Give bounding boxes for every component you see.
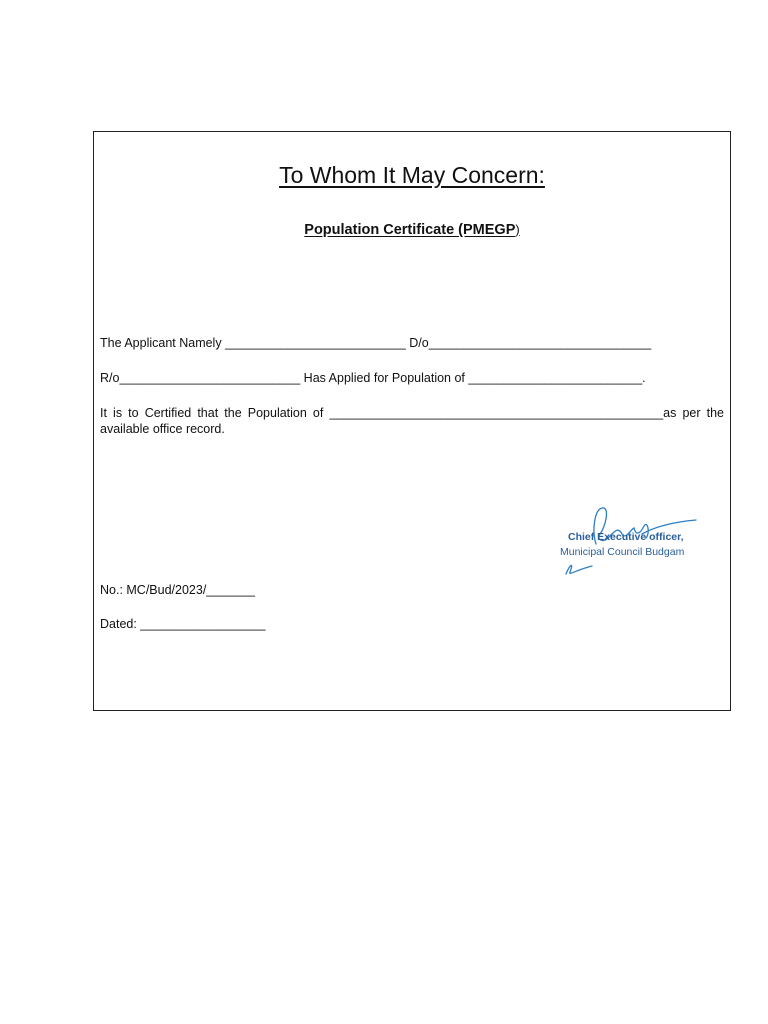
residence-line: R/o__________________________ Has Applied for Population of _________________________. [100, 371, 646, 385]
certification-paragraph: It is to Certified that the Population of ________________________________________________as per the available office record. [100, 406, 724, 436]
applicant-line: The Applicant Namely __________________________ D/o________________________________ [100, 336, 652, 350]
dated-line: Dated: __________________ [100, 617, 266, 631]
subheading [94, 222, 730, 238]
signature-title: Chief Executive officer, [568, 531, 684, 543]
subheading-close: ) [515, 222, 520, 237]
heading [94, 162, 730, 189]
signature-office: Municipal Council Budgam [560, 546, 685, 558]
initial-scribble [566, 565, 592, 574]
heading-text: To Whom It May Concern: [279, 162, 545, 188]
certificate-frame [93, 131, 731, 711]
subheading-text: Population Certificate (PMEGP [304, 222, 516, 238]
signature-stamp [556, 504, 716, 584]
reference-number: No.: MC/Bud/2023/_______ [100, 583, 255, 597]
